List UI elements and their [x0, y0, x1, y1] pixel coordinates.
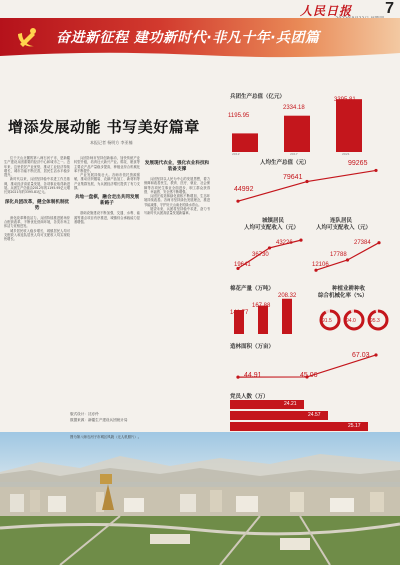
rural-label-2021: 27384	[354, 240, 371, 246]
paragraph: 城乡居民收入稳步增长，城镇居民人均可支配收入和连队居民人均可支配收入均实现较快增长。	[4, 228, 70, 242]
paragraph: 新时代以来，兵团坚持稳中求进工作总基调，推动经济高质量发展，各项事业取得新进展。兵团生产总值由2012年的1195.95亿元增长到2021年的3395.81亿元。	[4, 177, 70, 195]
rural-point-1	[346, 258, 349, 261]
rural-point-2	[377, 241, 380, 244]
grain-label-2012: 44.91	[244, 372, 262, 379]
grain-label-2021: 67.03	[352, 352, 370, 359]
gdp-bar-2	[336, 99, 362, 152]
article-byline: 本报记者 杨明方 李亚楠	[90, 140, 133, 145]
grain-point-2	[374, 353, 377, 356]
income-label-2012: 44992	[234, 186, 254, 193]
photo-caption: 图为第八师石河子市城区风貌（无人机照片）。	[70, 435, 142, 439]
urban-label-2012: 19641	[234, 262, 251, 268]
cotton-chart-title: 棉花产量（万吨）	[230, 286, 275, 292]
income-label-2021: 99265	[348, 160, 368, 167]
gdp-bar-1	[284, 116, 310, 152]
cotton-label-2017: 167.88	[252, 303, 271, 309]
cotton-label-2021: 208.32	[278, 293, 297, 299]
mech-label-2017: 94.0	[346, 318, 356, 324]
party-bar-label-0: 24.21	[284, 401, 297, 407]
city-skyline-illustration	[0, 432, 400, 565]
cotton-bar-1	[258, 306, 268, 334]
newspaper-logo: 人民日报	[299, 4, 352, 18]
city-photo	[0, 432, 400, 565]
grain-label-2017: 45.06	[300, 372, 318, 379]
paragraph: 深化改革释放活力。兵团持续推进团场综合配套改革，不断优化营商环境，各类市场主体活力竞相迸发。	[4, 215, 70, 229]
gdp-label-2017: 2334.18	[283, 105, 305, 111]
layout-credit: 版式设计：沈亦伶	[70, 412, 99, 416]
rural-label-2017: 17788	[330, 252, 347, 258]
income-point-1	[305, 180, 308, 183]
gdp-label-2021: 3395.81	[334, 97, 356, 103]
cotton-label-2012: 141.77	[230, 310, 249, 316]
gdp-year-2012: 2012	[232, 152, 240, 156]
gdp-year-2017: 2017	[290, 152, 298, 156]
mech-chart-title-1: 种植业耕种收	[332, 286, 366, 292]
rural-income-line-chart	[310, 232, 385, 278]
paragraph: 兵团各师市坚持创新驱动，加快传统产业转型升级，培育壮大新兴产业。棉花、粮食等主要农产品产量稳步提高，种植业综合机械化率不断提升。	[74, 156, 140, 173]
party-bar-label-2: 25.17	[348, 423, 361, 429]
cotton-bar-2	[282, 299, 292, 334]
urban-point-2	[299, 239, 302, 242]
paragraph: 兵团坚持以人民为中心的发展思想，着力保障和改善民生，教育、医疗、就业、社会保障等各项民生事业全面进步，职工群众获得感、幸福感、安全感不断增强。	[144, 177, 210, 194]
mech-chart-title-2: 综合机械化率（%）	[318, 293, 368, 299]
rural-label-2012: 12106	[312, 262, 329, 268]
income-line-chart	[232, 164, 382, 208]
urban-chart-title-2: 人均可支配收入（元）	[244, 225, 300, 231]
section-subhead: 深化兵团改革，健全体制机制优势	[4, 199, 70, 211]
rural-chart-title-1: 连队居民	[330, 218, 353, 224]
grain-point-0	[236, 375, 239, 378]
masthead	[0, 0, 400, 20]
party-emblem-icon	[14, 24, 40, 50]
paragraph: 基础设施建设不断加强，交通、水利、能源等重点项目有序推进，城镇综合承载能力显著增强。	[74, 211, 140, 224]
section-subhead: 兵地一盘棋，融合走出共同发展新路子	[74, 195, 140, 207]
urban-label-2017: 36730	[252, 252, 269, 258]
gdp-bar-0	[232, 133, 258, 152]
mech-label-2012: 91.5	[322, 318, 332, 324]
grain-chart-title: 造林面积（万亩）	[230, 344, 275, 350]
section-banner	[0, 18, 400, 58]
income-point-2	[374, 169, 377, 172]
rural-point-0	[314, 269, 317, 272]
paragraph: 位于天山北麓的第八师石河子市，是新疆生产建设兵团重要的经济中心和城市之一。近年来，这里依托产业优势，推动工业经济持续增长，城市功能不断完善，居民生活水平稳步提升。	[4, 156, 70, 178]
article-column-1	[4, 156, 70, 406]
article-column-3	[144, 156, 210, 406]
income-point-0	[236, 200, 239, 203]
urban-income-line-chart	[232, 232, 307, 278]
party-chart-title: 党员人数（万）	[230, 394, 269, 400]
paragraph: 兵团完成造林绿化面积不断增加，生态环境持续改善。各师市坚持绿色发展理念，推进节能减排，守护好天山南北的绿水青山。	[144, 194, 210, 207]
article-column-2	[74, 156, 140, 406]
urban-point-1	[268, 246, 271, 249]
income-label-2017: 79641	[283, 174, 303, 181]
page-number: 7	[385, 0, 394, 17]
gdp-chart-title: 兵团生产总值（亿元）	[230, 94, 286, 100]
gdp-label-2012: 1195.95	[228, 113, 250, 119]
banner-wave-decoration	[0, 50, 400, 58]
paragraph: 产业发展持续壮大。各师市依托资源禀赋，推动纺织服装、农副产品加工、新材料等产业集群发展，为兵团经济增长提供了有力支撑。	[74, 173, 140, 191]
mech-label-2021: 95.3	[370, 318, 380, 324]
banner-title: 奋进新征程 建功新时代·非凡十年·兵团篇	[56, 30, 320, 46]
gdp-year-2021: 2021	[342, 152, 350, 156]
paragraph: 展望未来，兵团将坚持稳中求进，奋力书写新时代兵团高质量发展新篇章。	[144, 207, 210, 216]
party-bar-label-1: 24.57	[308, 412, 321, 418]
income-chart-title: 人均生产总值（元）	[260, 160, 310, 166]
data-source-credit: 数据来源：新疆生产建设兵团统计局	[70, 418, 128, 422]
urban-label-2021: 43226	[276, 240, 293, 246]
section-subhead: 发展现代农业，强化农业科技和装备支撑	[144, 161, 210, 172]
income-series-line	[238, 170, 376, 201]
urban-chart-title-1: 城镇居民	[262, 218, 285, 224]
article-headline: 增添发展动能 书写美好篇章	[8, 118, 200, 136]
rural-chart-title-2: 人均可支配收入（元）	[316, 225, 372, 231]
